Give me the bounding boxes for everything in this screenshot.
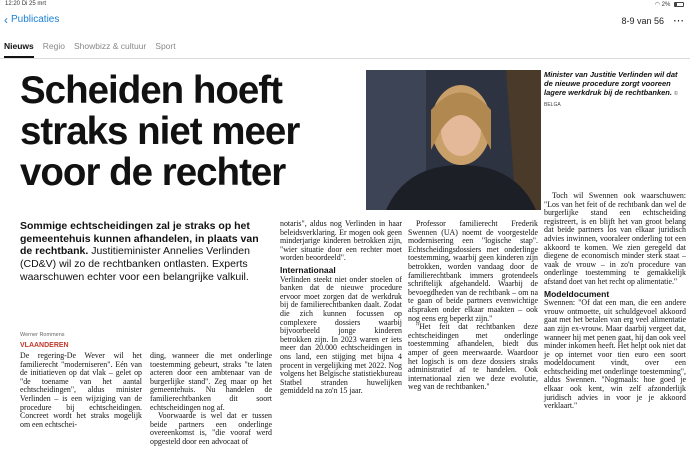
minister-photo [366,70,541,210]
lead-rest: Justitieminister Annelies Verlinden (CD&V) wil zo de rechtbanken ontlasten. Experts waarschuwen echter voor een belangrijke valkuil. [20,245,250,283]
status-bar [0,0,690,9]
article-page[interactable] [16,62,690,452]
column-3 [280,220,402,396]
subheading: Internationaal [280,264,336,275]
tab-showbizz-cultuur[interactable]: Showbizz & cultuur [73,41,147,51]
battery-percent: 2% [661,2,671,8]
photo-credit: © BELGA [544,91,678,108]
body-paragraph: Verlinden steekt niet onder stoelen of banken dat de nieuwe procedure ervoor moet zorgen dat de werkdruk bij de familierechtbanken daalt. Zodat die zich kunnen focussen op complexere dossiers waarbij bijvoorbeeld jonge kinderen betrokken zijn. In 2023 waren er iets meer dan 20.000 echtscheidingen in ons land, een stijging met bijna 4 procent in vergelijking met 2022. Nog volgens het Belgische statistiekbureau Statbel stranden huwelijken gemiddeld na zo'n 15 jaar. [280,274,402,396]
body-paragraph: notaris", aldus nog Verlinden in haar beleidsverklaring. Er mogen ook geen minderjarige kinderen betrokken zijn, "wier situatie door een rechter moet worden beoordeeld". [280,219,402,263]
photo-caption [544,70,684,110]
body-paragraph: Swennen: "Of dat een man, die een andere vrouw ontmoette, uit schuldgevoel akkoord gaat met het betalen van erg veel alimentatie aan zijn ex-vrouw. Maar daarbij vergeet dat, wanneer hij met penen gaat, hij dan ook veel minder inkomen heeft. Het helpt ook niet dat je op internet voor tien euro een soort modeldocument vindt, over een echtscheiding met onderlinge toestemming", aldus Swennen. "Nogmaals: hoe goed je elkaar ook kent, win zelf afzonderlijk juridisch advies in voor je je akkoord verklaart." [544,298,686,411]
tab-nieuws[interactable]: Nieuws [4,36,34,58]
lead-bold: Sommige echtscheidingen zal je straks op het gemeentehuis kunnen afhandelen, in plaats van de rechtbank. [20,220,259,258]
date: Di 25 mrt [21,1,47,7]
body-paragraph: Professor familierecht Frederik Swennen (UA) noemt de voorgestelde modernisering een "logische stap". Echtscheidingsdossiers met onderlinge toestemming, waarbij geen kinderen zijn betrokken, worden vandaag door de familierechtbank immers grotendeels schriftelijk afgehandeld. Waarbij de bevoegdheden van de rechtbank – om na te gaan of beide partners evenwichtige afspraken onder elkaar maakten – ook nog eens erg beperkt zijn." [408,219,538,323]
byline: Werner Rommens [20,332,65,338]
section-tabs [0,36,690,58]
status-time [5,1,46,7]
body-paragraph: "Het feit dat rechtbanken deze echtscheidingen met onderlinge toestemming afhandelen, biedt dus amper of geen meerwaarde. Waardoor het logisch is om deze dossiers straks administratief af te handelen. Ook internationaal zien we deze evolutie, weg van de rechtbanken." [408,322,538,392]
caption-text: Minister van Justitie Verlinden wil dat de nieuwe procedure zorgt vooreen lagere werkdruk bij de rechtbanken. [544,70,678,97]
back-label: Publicaties [11,14,60,25]
dateline: VLAANDEREN [20,342,69,349]
tab-sport[interactable]: Sport [155,41,176,51]
lead-paragraph [20,220,270,284]
chevron-left-icon: ‹ [4,12,8,27]
status-right [655,1,684,8]
clock: 12:20 [5,1,21,7]
column-4 [408,220,538,392]
tab-regio[interactable]: Regio [42,41,65,51]
column-5 [544,192,686,411]
battery-icon [674,2,684,7]
back-button[interactable] [4,14,59,25]
column-1 [20,352,142,429]
headline: Scheiden hoeft straks niet meer voor de rechter [20,69,300,194]
tab-divider [0,58,690,59]
page-count: 8-9 van 56 [621,16,664,26]
column-2 [150,352,272,447]
top-nav [0,9,690,31]
body-paragraph: Toch wil Swennen ook waarschuwen: "Los van het feit of de rechtbank dan wel de burgerlijke stand een echtscheiding registreert, is en blijft het van groot belang dat beide partners los van elkaar juridisch advies inwinnen, vooraleer onderling tot een akkoord te komen. We zien geregeld dat diegene de economisch minder sterk staat – vaak de vrouw – in zo'n procedure van onderlinge toestemming te gemakkelijk afstand doet van het recht op alimentatie." [544,191,686,286]
body-paragraph: Voorwaarde is wel dat er tussen beide partners een onderlinge overeenkomst is, "die vooraf werd opgesteld door een advocaat of [150,411,272,446]
body-paragraph: De regering-De Wever wil het familierecht "moderniseren". Eén van de initiatieven op dat vlak – gelet op "de toename van het aantal echtscheidingen", aldus minister Verlinden – is een wijziging van de procedure bij echtscheidingen. Concreet wordt het straks mogelijk om een echtschei- [20,351,142,429]
subheading: Modeldocument [544,288,610,299]
body-paragraph: ding, wanneer die met onderlinge toestemming gebeurt, straks "te laten acteren door een ambtenaar van de burgerlijke stand". Zeg maar op het gemeentehuis. Nu handelen de familierechtbanken dit soort echtscheidingen nog af. [150,351,272,412]
more-icon[interactable]: ⋯ [673,15,684,27]
wifi-icon: ◠ [654,2,660,8]
